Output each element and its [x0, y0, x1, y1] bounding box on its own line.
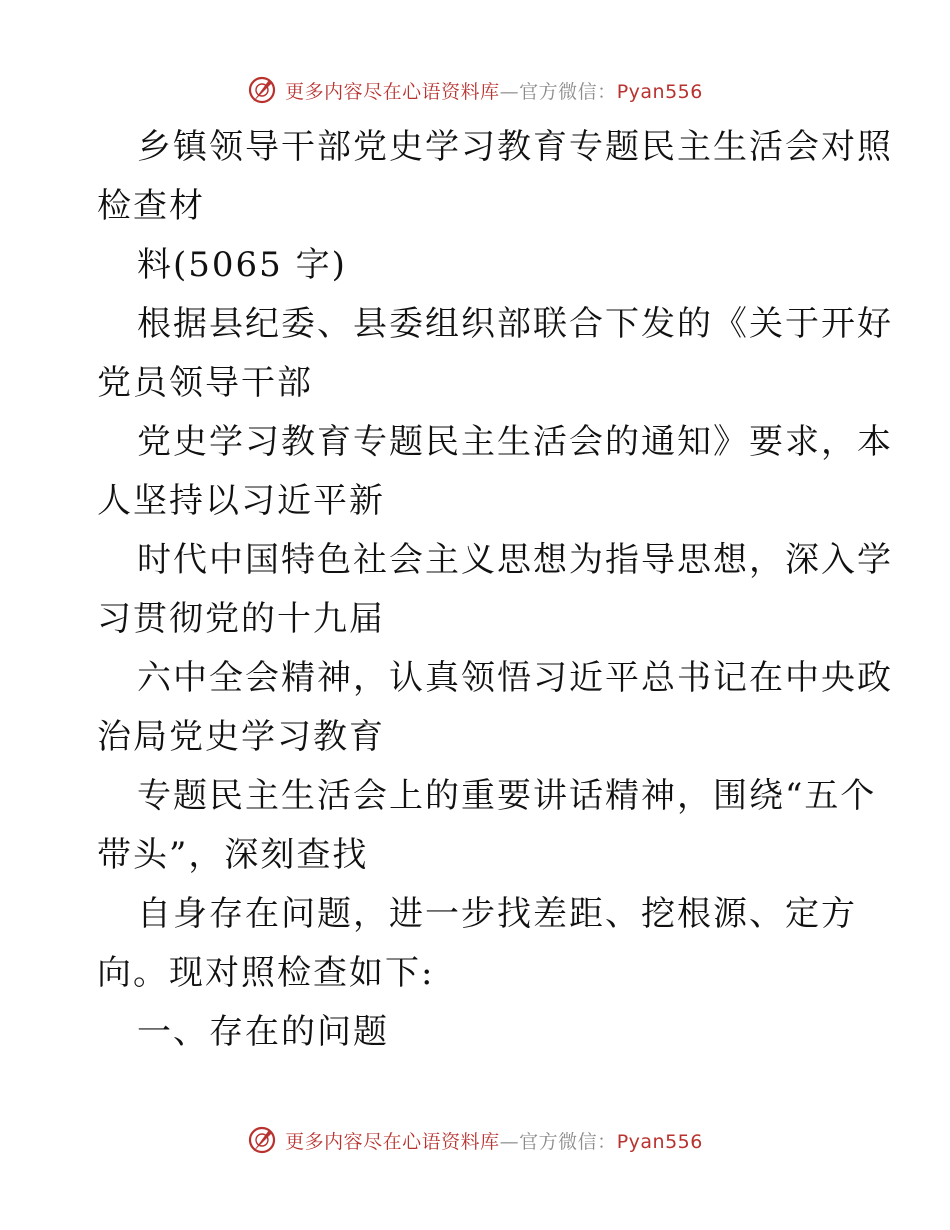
paragraph-line: 时代中国特色社会主义思想为指导思想，深入学	[137, 540, 893, 580]
title-continuation	[97, 236, 857, 295]
footer-banner-text	[285, 1127, 703, 1154]
paragraph-line: 治局党史学习教育	[97, 717, 385, 757]
header-watermark-banner	[0, 70, 950, 110]
paragraph-line: 六中全会精神，认真领悟习近平总书记在中央政	[137, 658, 893, 698]
header-banner-main: 更多内容尽在心语资料库	[285, 80, 500, 103]
header-banner-text	[285, 77, 703, 104]
footer-banner-id: Pyan556	[616, 1130, 703, 1153]
header-banner-wechat: 官方微信：	[519, 80, 617, 103]
title-line-2: 检查材	[97, 186, 205, 226]
paragraph	[97, 649, 893, 767]
title-wordcount-line: 料(5065 字)	[137, 245, 347, 285]
header-banner-id: Pyan556	[616, 80, 703, 103]
paragraph	[97, 531, 893, 649]
title-line-1: 乡镇领导干部党史学习教育专题民主生活会对照	[137, 127, 893, 167]
paragraph-line: 向。现对照检查如下:	[97, 953, 435, 993]
footer-banner-separator: —	[499, 1130, 520, 1153]
paragraph	[97, 413, 893, 531]
paragraph-line: 习贯彻党的十九届	[97, 599, 385, 639]
quill-logo-icon	[247, 75, 277, 105]
footer-watermark-banner	[0, 1120, 950, 1160]
header-banner-separator: —	[499, 80, 520, 103]
paragraph-line: 党员领导干部	[97, 363, 313, 403]
section-heading	[97, 1003, 857, 1062]
paragraph-line: 专题民主生活会上的重要讲话精神，围绕“五个	[137, 776, 877, 816]
paragraph-line: 人坚持以习近平新	[97, 481, 385, 521]
paragraph-line: 自身存在问题，进一步找差距、挖根源、定方	[137, 894, 857, 934]
paragraph-line: 带头”，深刻查找	[97, 835, 369, 875]
paragraph	[97, 885, 857, 1003]
document-body	[97, 118, 893, 1062]
footer-banner-wechat: 官方微信：	[519, 1130, 617, 1153]
paragraph-line: 根据县纪委、县委组织部联合下发的《关于开好	[137, 304, 893, 344]
quill-logo-icon	[247, 1125, 277, 1155]
paragraph	[97, 295, 893, 413]
paragraph-line: 党史学习教育专题民主生活会的通知》要求，本	[137, 422, 893, 462]
section-heading-text: 一、存在的问题	[137, 1012, 389, 1052]
paragraph	[97, 767, 877, 885]
footer-banner-main: 更多内容尽在心语资料库	[285, 1130, 500, 1153]
document-title	[97, 118, 893, 236]
